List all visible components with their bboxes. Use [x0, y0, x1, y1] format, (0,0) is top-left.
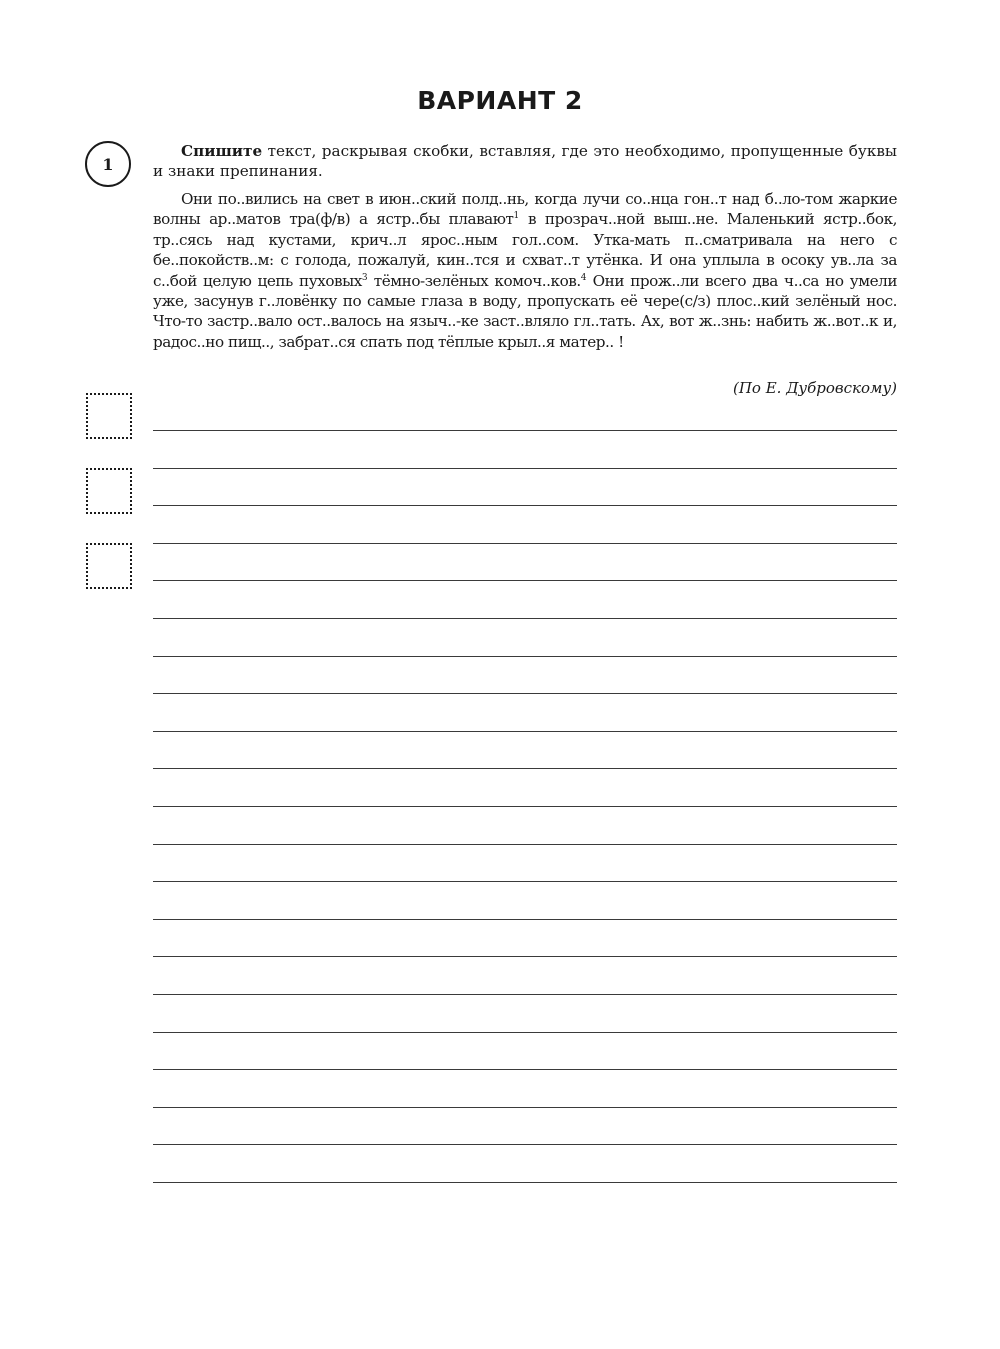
- dictation-passage: [153, 189, 897, 352]
- answer-line[interactable]: [153, 768, 897, 769]
- answer-line[interactable]: [153, 919, 897, 920]
- answer-line[interactable]: [153, 1032, 897, 1033]
- answer-line[interactable]: [153, 618, 897, 619]
- answer-line[interactable]: [153, 430, 897, 431]
- answer-line[interactable]: [153, 956, 897, 957]
- answer-line[interactable]: [153, 656, 897, 657]
- instruction-keyword: Спишите: [181, 142, 263, 160]
- passage-segment: Они по..вились на свет в июн..ский полд..нь, когда лучи со..нца гон..т над б..ло-том жаркие волны ар..матов тра(ф/в) а ястр..бы плавают: [153, 190, 897, 229]
- answer-line[interactable]: [153, 994, 897, 995]
- score-box-3[interactable]: [86, 543, 132, 589]
- footnote-marker: 1: [513, 211, 520, 222]
- answer-line[interactable]: [153, 1182, 897, 1183]
- answer-line[interactable]: [153, 731, 897, 732]
- footnote-marker: 3: [361, 272, 368, 283]
- task-number-badge: 1: [85, 141, 131, 187]
- score-box-2[interactable]: [86, 468, 132, 514]
- passage-segment: в прозрач..ной выш..не. Маленький ястр..бок, тр..сясь над кустами, крич..л ярос..ным гол..сом. Утка-мать п..сматривала на него с бе..покойств..м: с голода, пожалуй, кин..тся и схват..т утёнка. И она уплыла в осоку ув..ла за с..бой целую цепь пуховых: [153, 210, 897, 290]
- answer-line[interactable]: [153, 1069, 897, 1070]
- answer-line[interactable]: [153, 580, 897, 581]
- answer-line[interactable]: [153, 806, 897, 807]
- passage-segment: тёмно-зелёных комоч..ков.: [367, 271, 581, 290]
- score-box-1[interactable]: [86, 393, 132, 439]
- task-instruction: [153, 141, 897, 182]
- instruction-text: текст, раскрывая скобки, вставляя, где это необходимо, пропущенные буквы и знаки препинания.: [153, 142, 897, 181]
- answer-line[interactable]: [153, 844, 897, 845]
- answer-line[interactable]: [153, 543, 897, 544]
- passage-attribution: (По Е. Дубровскому): [732, 379, 897, 397]
- answer-line[interactable]: [153, 1144, 897, 1145]
- footnote-marker: 4: [580, 272, 587, 283]
- page-title: ВАРИАНТ 2: [417, 86, 583, 115]
- passage-segment: Они прож..ли всего два ч..са но умели уже, засунув г..ловёнку по самые глаза в воду, пропускать её чере(с/з) плос..кий зелёный нос. Что-то застр..вало ост..валось на языч..-ке заст..вляло гл..тать. Ах, вот ж..знь: набить ж..вот..к и, радос..но пищ.., забрат..ся спать под тёплые крыл..я матер.. !: [153, 271, 897, 351]
- answer-line[interactable]: [153, 693, 897, 694]
- answer-line[interactable]: [153, 1107, 897, 1108]
- answer-line[interactable]: [153, 505, 897, 506]
- answer-line[interactable]: [153, 468, 897, 469]
- answer-line[interactable]: [153, 881, 897, 882]
